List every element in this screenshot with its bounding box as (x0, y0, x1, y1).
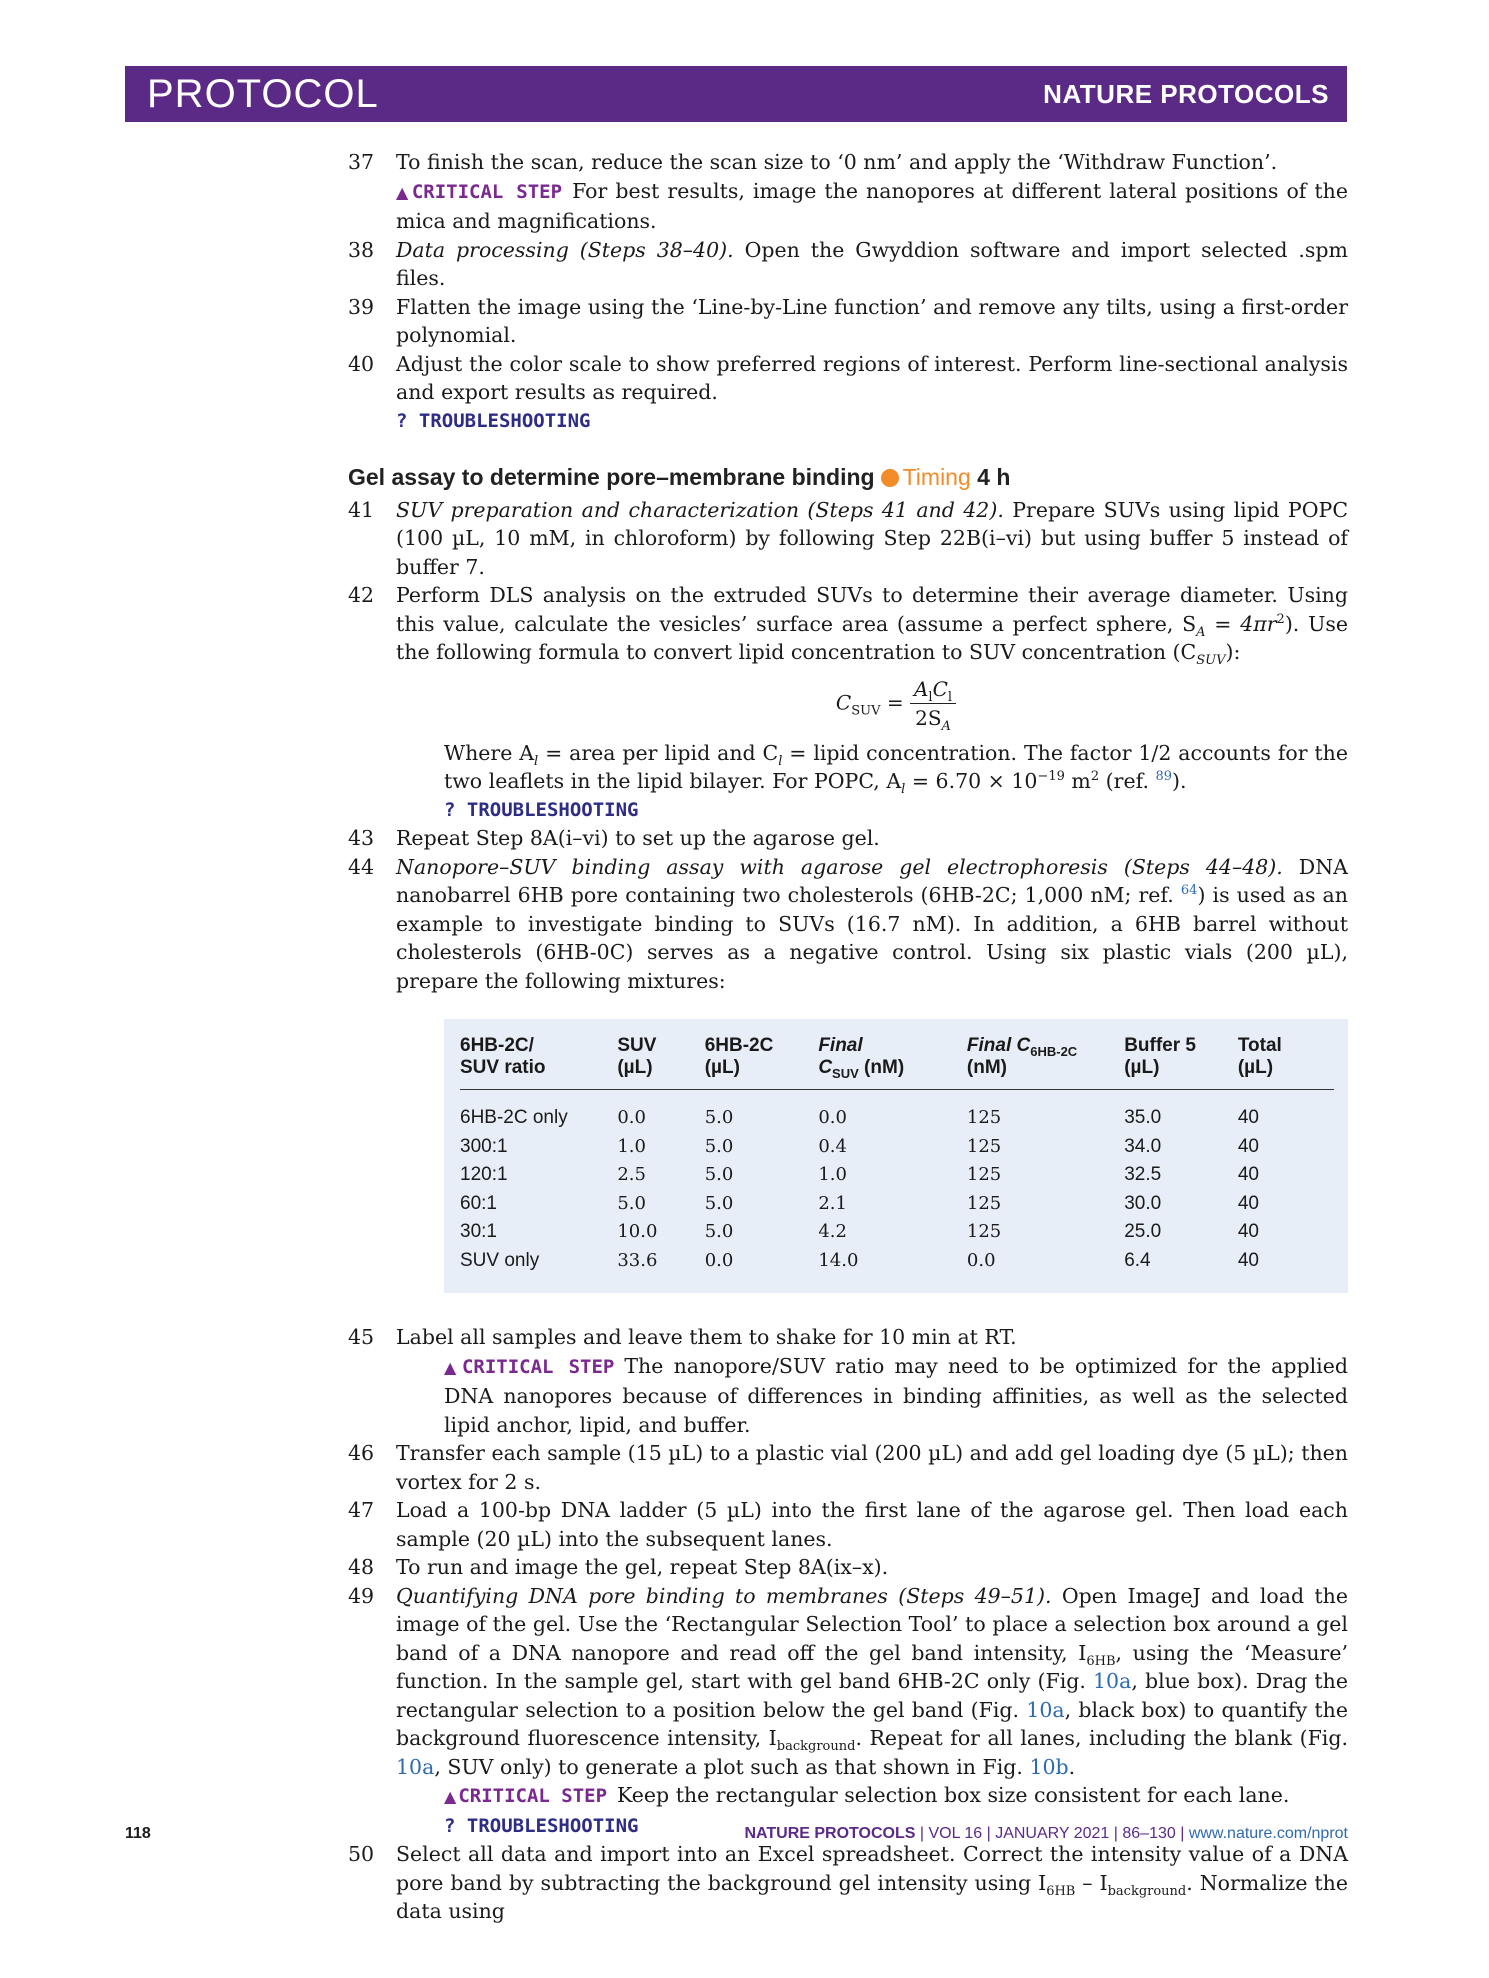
step-37: 37 To finish the scan, reduce the scan size to ‘0 nm’ and apply the ‘Withdraw Function’. (348, 150, 1278, 174)
section-heading: Gel assay to determine pore–membrane binding Timing 4 h (348, 464, 1011, 490)
table-cell: 14.0 (818, 1249, 859, 1271)
formula-csuv: $C_{SUV}$ = $\frac{A_lC_l}{2S_A}$ (444, 675, 1348, 733)
main-content (348, 148, 1349, 1926)
table-cell: 125 (966, 1192, 1002, 1214)
critical-step-37: ▲ CRITICAL STEP For best results, image the nanopores at different lateral positions of the mica and magnifications. (396, 178, 1348, 233)
table-cell: 33.6 (617, 1249, 658, 1271)
table-cell: 125 (966, 1221, 1002, 1242)
table-cell: 6HB-2C only (460, 1107, 568, 1128)
table-row (460, 1218, 1334, 1247)
table-cell: 1.0 (617, 1135, 646, 1157)
table-cell: 60:1 (460, 1192, 497, 1214)
journal-url-link[interactable]: www.nature.com/nprot (1188, 1825, 1348, 1842)
triangle-icon: ▲ (444, 1357, 460, 1377)
step-43: 43 Repeat Step 8A(i–vi) to set up the agarose gel. (348, 826, 880, 850)
table-cell: 40 (1237, 1164, 1259, 1185)
step-46: 46 Transfer each sample (15 µL) to a plastic vial (200 µL) and add gel loading dye (5 µL); then vortex for 2 s. (348, 1441, 1348, 1494)
step-42-where: Where $A_l$ = area per lipid and $C_l$ = lipid concentration. The factor 1/2 accounts for the two leaflets in the lipid bilayer. For POPC, $A_l = 6.70 \times 10^{-19}$ $m^2$ (ref. $^{89}$). (444, 740, 1348, 798)
table-cell: 2.5 (617, 1164, 646, 1185)
table-cell: 5.0 (617, 1192, 646, 1214)
ref-64-link[interactable]: 64 (1180, 883, 1198, 899)
step-50: 50 Select all data and import into an Excel spreadsheet. Correct the intensity value of a DNA pore band by subtracting the background gel intensity using $I_{6HB} - I_{background}$. Normalize the data using (348, 1842, 1348, 1923)
table-cell: 32.5 (1124, 1164, 1162, 1185)
table-cell: 34.0 (1124, 1135, 1162, 1157)
triangle-icon: ▲ (396, 182, 410, 202)
table-cell: 125 (966, 1107, 1002, 1128)
step-39: 39 Flatten the image using the ‘Line-by-Line function’ and remove any tilts, using a first-order polynomial. (348, 294, 1348, 347)
step-47: 47 Load a 100-bp DNA ladder (5 µL) into the first lane of the agarose gel. Then load each sample (20 µL) into the subsequent lanes. (348, 1498, 1348, 1551)
table-row (460, 1090, 1334, 1133)
critical-step-49: ▲ CRITICAL STEP Keep the rectangular selection box size consistent for each lane. (444, 1783, 1290, 1807)
table-header-row: 6HB-2C/ SUV ratio SUV (µL) 6HB-2C (µL) Final $C_{SUV}$ (nM) Final $C_{6HB-2C}$ (nM) Buffer 5 (µL) Total (µL) (460, 1035, 1334, 1090)
table-row (460, 1133, 1334, 1162)
table-cell: 1.0 (818, 1164, 847, 1185)
ref-89-link[interactable]: 89 (1155, 769, 1173, 785)
table-cell: 5.0 (704, 1221, 734, 1242)
footer-citation: NATURE PROTOCOLS | VOL 16 | JANUARY 2021 | 86–130 | www.nature.com/nprot (744, 1825, 1348, 1842)
table-cell: 0.0 (818, 1107, 847, 1128)
fig-10a-link[interactable]: 10a (396, 1754, 435, 1779)
fig-10a-link[interactable]: 10a (1093, 1669, 1132, 1693)
table-cell: 125 (966, 1135, 1002, 1157)
step-49: 49 Quantifying DNA pore binding to membranes (Steps 49–51). Open ImageJ and load the image of the gel. Use the ‘Rectangular Selection Tool’ to place a selection box around a gel band of a DNA nanopore and read off the gel band intensity, $I_{6HB}$, using the ‘Measure’ function. In the sample gel, start with gel band 6HB-2C only (Fig. 10a, blue box). Drag the rectangular selection to a position below the gel band (Fig. 10a, black box) to quantify the background fluorescence intensity, $I_{background}$. Repeat for all lanes, including the blank (Fig. 10a, SUV only) to generate a plot such as that shown in Fig. 10b. (348, 1583, 1349, 1779)
table-cell: 40 (1237, 1192, 1259, 1214)
step-38: 38 Data processing (Steps 38–40). Open the Gwyddion software and import selected .spm files. (348, 237, 1348, 290)
table-cell: 5.0 (704, 1164, 734, 1185)
table-cell: 30.0 (1124, 1192, 1162, 1214)
table-cell: 0.0 (966, 1249, 996, 1271)
table-row (460, 1161, 1334, 1190)
table-cell: 0.0 (704, 1249, 734, 1271)
table-cell: 0.0 (617, 1107, 646, 1128)
table-row (460, 1190, 1334, 1219)
table-cell: 10.0 (617, 1221, 658, 1242)
step-40: 40 Adjust the color scale to show preferred regions of interest. Perform line-sectional analysis and export results as required. (348, 351, 1348, 404)
step-45: 45 Label all samples and leave them to shake for 10 min at RT. (348, 1325, 1017, 1349)
step-41: 41 SUV preparation and characterization (Steps 41 and 42). Prepare SUVs using lipid POPC (100 µL, 10 mM, in chloroform) by following Step 22B(i–vi) but using buffer 5 instead of buffer 7. (348, 497, 1348, 579)
table-cell: 4.2 (818, 1221, 847, 1242)
triangle-icon: ▲ (444, 1787, 457, 1806)
table-cell: 5.0 (704, 1135, 734, 1157)
table-cell: 25.0 (1124, 1221, 1162, 1242)
critical-step-45: ▲ CRITICAL STEP The nanopore/SUV ratio may need to be optimized for the applied DNA nanopores because of differences in binding affinities, as well as the selected lipid anchor, lipid, and buffer. (444, 1353, 1348, 1437)
section-label: PROTOCOL (147, 71, 379, 116)
timing-dot-icon (881, 469, 899, 487)
table-cell: 40 (1237, 1249, 1259, 1271)
table-cell: 300:1 (460, 1135, 508, 1157)
troubleshooting-link-49[interactable]: ? TROUBLESHOOTING (444, 1814, 639, 1837)
table-cell: 30:1 (460, 1221, 497, 1242)
fig-10b-link[interactable]: 10b (1029, 1754, 1069, 1779)
table-cell: 35.0 (1124, 1107, 1162, 1128)
table-cell: 5.0 (704, 1107, 734, 1128)
mixture-table (444, 1019, 1348, 1293)
header-banner (125, 66, 1347, 122)
table-cell: 5.0 (704, 1192, 734, 1214)
table-cell: 0.4 (818, 1135, 847, 1157)
fig-10a-link[interactable]: 10a (1026, 1697, 1065, 1722)
table-cell: 40 (1237, 1107, 1259, 1128)
table-cell: 40 (1237, 1221, 1259, 1242)
journal-name: NATURE PROTOCOLS (1043, 78, 1329, 109)
page-number: 118 (125, 1825, 151, 1842)
step-42: 42 Perform DLS analysis on the extruded SUVs to determine their average diameter. Using this value, calculate the vesicles’ surface area (assume a perfect sphere, $S_A = 4\pi r^2$). Use the following formula to convert lipid concentration to SUV concentration $(C_{SUV})$: (348, 583, 1349, 669)
table-cell: SUV only (460, 1249, 540, 1271)
table-cell: 120:1 (460, 1164, 508, 1185)
troubleshooting-link-40[interactable]: ? TROUBLESHOOTING (396, 409, 591, 432)
step-48: 48 To run and image the gel, repeat Step 8A(ix–x). (348, 1555, 889, 1579)
table-row (460, 1247, 1334, 1276)
table-cell: 6.4 (1124, 1249, 1151, 1271)
table-cell: 125 (966, 1164, 1002, 1185)
table-cell: 2.1 (818, 1192, 847, 1214)
step-44: 44 Nanopore–SUV binding assay with agarose gel electrophoresis (Steps 44–48). DNA nanobarrel 6HB pore containing two cholesterols (6HB-2C; 1,000 nM; ref. $^{64}$) is used as an example to investigate binding to SUVs (16.7 nM). In addition, a 6HB barrel without cholesterols (6HB-0C) serves as a negative control. Using six plastic vials (200 µL), prepare the following mixtures: (348, 854, 1348, 993)
troubleshooting-link-42[interactable]: ? TROUBLESHOOTING (444, 798, 639, 821)
table-cell: 40 (1237, 1135, 1259, 1157)
